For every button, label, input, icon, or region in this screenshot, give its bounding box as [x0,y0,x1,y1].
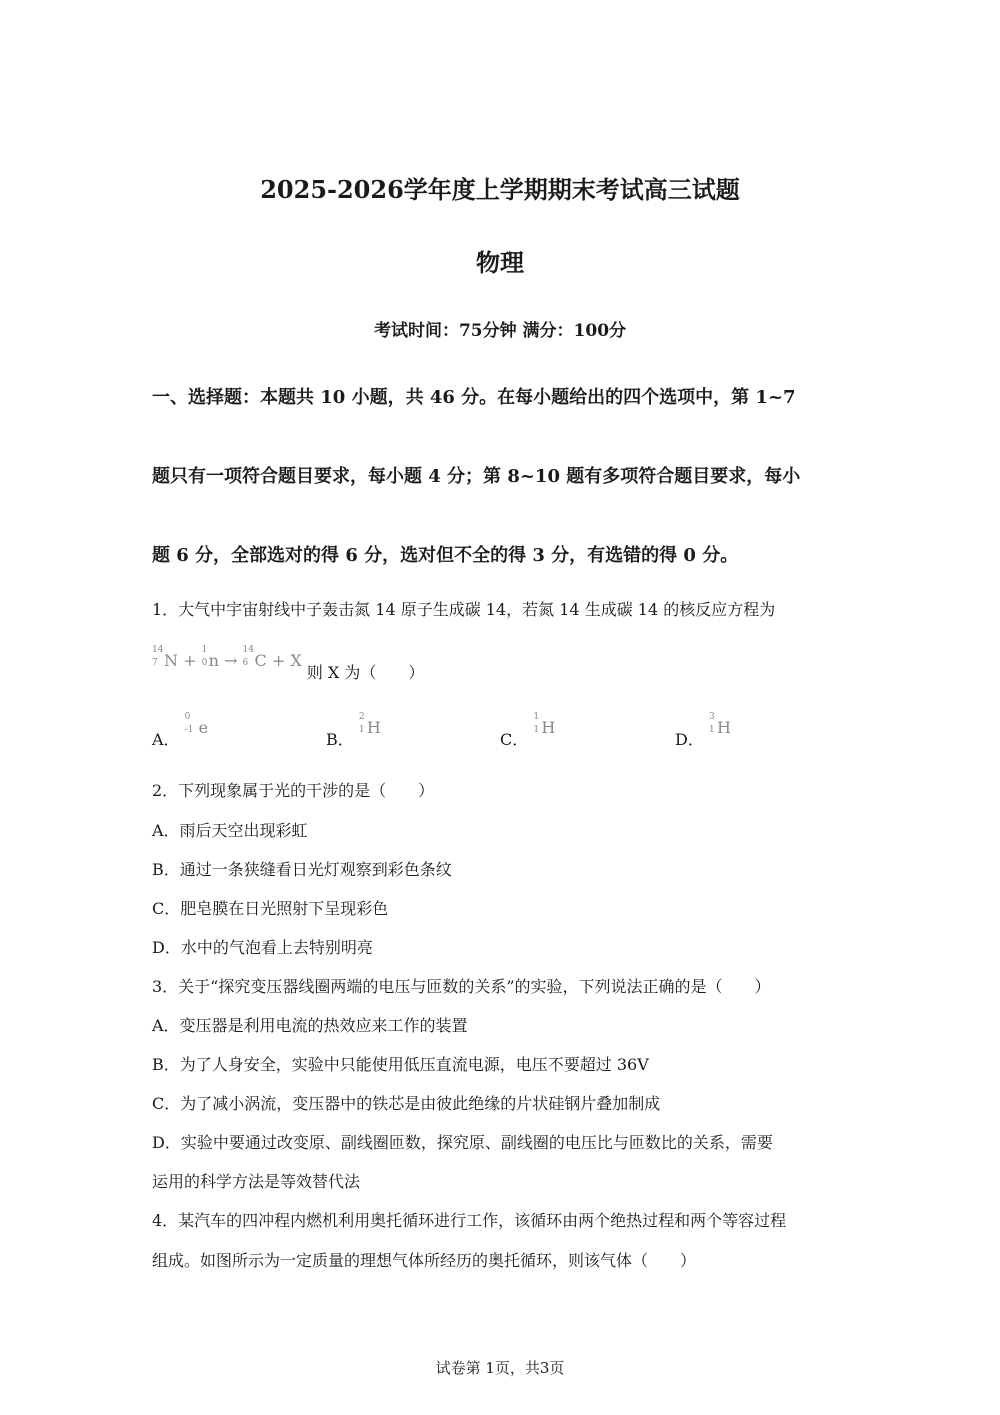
neutron-charge-number: 0 [201,658,208,668]
nuclide-symbol: H [716,718,731,737]
neutron [201,645,219,670]
q4-stem-line2: 组成。如图所示为一定质量的理想气体所经历的奥托循环，则该气体（ ） [152,1251,697,1270]
q3-option-c: C．为了减小涡流，变压器中的铁芯是由彼此绝缘的片状硅钢片叠加制成 [152,1094,661,1113]
plus-sign: + [183,651,197,670]
q2-option-d: D．水中的气泡看上去特别明亮 [152,938,373,957]
neutron-symbol: n [208,651,219,670]
section-instruction-line1: 一、选择题：本题共 10 小题，共 46 分。在每小题给出的四个选项中，第 1~7 [152,387,796,408]
carbon-mass-number: 14 [242,645,254,655]
q3-stem: 3．关于“探究变压器线圈两端的电压与匝数的关系”的实验，下列说法正确的是（ ） [152,977,771,996]
exam-info: 考试时间：75分钟 满分：100分 [373,321,627,341]
q3-option-d-line2: 运用的科学方法是等效替代法 [152,1172,361,1191]
option-nuclide [533,712,556,737]
nuclide-mass: 1 [533,712,540,722]
option-label: B． [326,730,354,749]
nitrogen-mass-number: 14 [152,645,164,655]
option-nuclide [708,712,731,737]
carbon-symbol: C [254,651,267,670]
q3-option-a: A．变压器是利用电流的热效应来工作的装置 [152,1016,468,1035]
q2-option-a: A．雨后天空出现彩虹 [152,821,308,840]
neutron-mass-number: 1 [201,645,208,655]
option-label: C． [500,730,529,749]
nitrogen-atomic-number: 7 [152,658,158,668]
nuclide-charge: 1 [358,725,365,735]
reaction-arrow: → [224,651,238,670]
q1-stem: 1．大气中宇宙射线中子轰击氮 14 原子生成碳 14，若氮 14 生成碳 14 的核反应方程为 [152,600,776,619]
nuclide-mass: 0 [184,712,191,722]
nuclide-charge: 1 [708,725,715,735]
q3-option-b: B．为了人身安全，实验中只能使用低压直流电源，电压不要超过 36V [152,1055,649,1074]
q4-stem-line1: 4．某汽车的四冲程内燃机利用奥托循环进行工作，该循环由两个绝热过程和两个等容过程 [152,1211,787,1230]
nuclide-charge: -1 [184,725,194,735]
nuclide-mass: 3 [708,712,715,722]
q1-equation [152,645,425,682]
plus-sign-2: + [271,651,286,670]
q1-equation-formula [152,645,307,670]
subject-title: 物理 [476,248,524,277]
section-instruction-line2: 题只有一项符合题目要求，每小题 4 分；第 8~10 题有多项符合题目要求，每小 [152,466,801,487]
option-nuclide [358,712,381,737]
page-footer: 试卷第 1页，共3页 [435,1359,565,1377]
q1-option-d [675,712,731,750]
q2-option-b: B．通过一条狭缝看日光灯观察到彩色条纹 [152,860,452,879]
nuclide-symbol: H [541,718,556,737]
carbon-atomic-number: 6 [242,658,249,668]
nitrogen-symbol: N [164,651,178,670]
option-label: A． [152,730,180,749]
section-instruction-line3: 题 6 分，全部选对的得 6 分，选对但不全的得 3 分，有选错的得 0 分。 [152,545,739,566]
q2-stem: 2．下列现象属于光的干涉的是（ ） [152,781,435,800]
nuclide-charge: 1 [533,725,540,735]
q1-option-a [152,712,209,750]
q3-option-d-line1: D．实验中要通过改变原、副线圈匝数，探究原、副线圈的电压比与匝数比的关系，需要 [152,1133,773,1152]
q1-tail: 则 X 为（ ） [306,663,425,682]
nuclide-symbol: H [366,718,381,737]
option-nuclide [184,712,209,737]
exam-title: 2025-2026学年度上学期期末考试高三试题 [260,175,740,204]
q2-option-c: C．肥皂膜在日光照射下呈现彩色 [152,899,389,918]
option-label: D． [675,730,704,749]
nitrogen-nucleus [152,645,178,670]
q1-option-c [500,712,556,750]
q1-option-b [326,712,381,750]
nuclide-mass: 2 [358,712,365,722]
nuclide-symbol: e [198,718,209,737]
unknown-x: X [290,651,302,670]
carbon-nucleus [242,645,267,670]
